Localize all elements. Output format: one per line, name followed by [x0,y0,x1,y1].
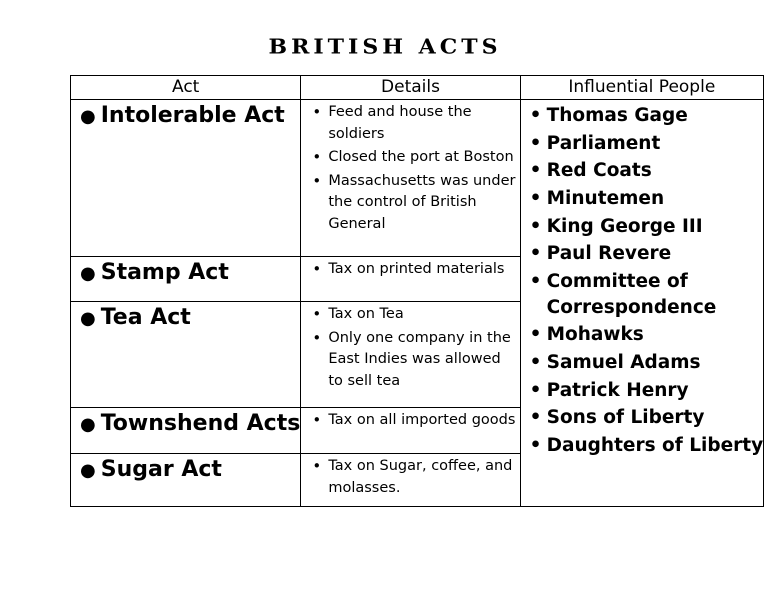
act-cell: ● Tea Act [71,302,301,408]
details-list [301,302,519,392]
person-item: • Red Coats [529,158,761,184]
british-acts-table [70,75,764,507]
person-item: • Thomas Gage [529,103,761,129]
details-cell [301,454,520,507]
person-item: • Sons of Liberty [529,405,761,431]
detail-item: • Tax on Tea [311,304,515,326]
detail-item: • Tax on Sugar, coffee, and molasses. [311,456,515,499]
person-item: • Patrick Henry [529,378,761,404]
act-name-stamp: Stamp Act [100,260,229,285]
person-item: • Minutemen [529,186,761,212]
details-list [301,408,519,432]
detail-item: • Massachusetts was under the control of British General [311,171,515,236]
table-row [71,100,764,257]
person-item: • King George III [529,214,761,240]
person-item: • Paul Revere [529,241,761,267]
detail-item: • Only one company in the East Indies was allowed to sell tea [311,328,515,393]
details-list [301,454,519,499]
act-cell: ● Townshend Acts [71,408,301,454]
details-cell [301,257,520,302]
details-cell [301,408,520,454]
act-name-sugar: Sugar Act [100,457,222,482]
people-cell [520,100,763,507]
detail-item: • Closed the port at Boston [311,147,515,169]
header-act: Act [71,76,301,100]
details-cell [301,302,520,408]
header-details: Details [301,76,520,100]
details-cell [301,100,520,257]
act-name-townshend: Townshend Acts [100,411,301,436]
detail-item: • Feed and house the soldiers [311,102,515,145]
page-title: BRITISH ACTS [268,35,502,59]
person-item: • Mohawks [529,322,761,348]
person-item: • Parliament [529,131,761,157]
act-cell: ● Intolerable Act [71,100,301,257]
details-list [301,100,519,235]
table-header-row [71,76,764,100]
people-list [521,100,763,459]
header-people: Influential People [520,76,763,100]
person-item: • Daughters of Liberty [529,433,761,459]
act-name-intolerable: Intolerable Act [100,103,285,128]
act-name-tea: Tea Act [100,305,191,330]
person-item: • Samuel Adams [529,350,761,376]
detail-item: • Tax on printed materials [311,259,515,281]
detail-item: • Tax on all imported goods [311,410,515,432]
act-cell: ● Stamp Act [71,257,301,302]
person-item: • Committee of Correspondence [529,269,761,320]
act-cell: ● Sugar Act [71,454,301,507]
details-list [301,257,519,281]
